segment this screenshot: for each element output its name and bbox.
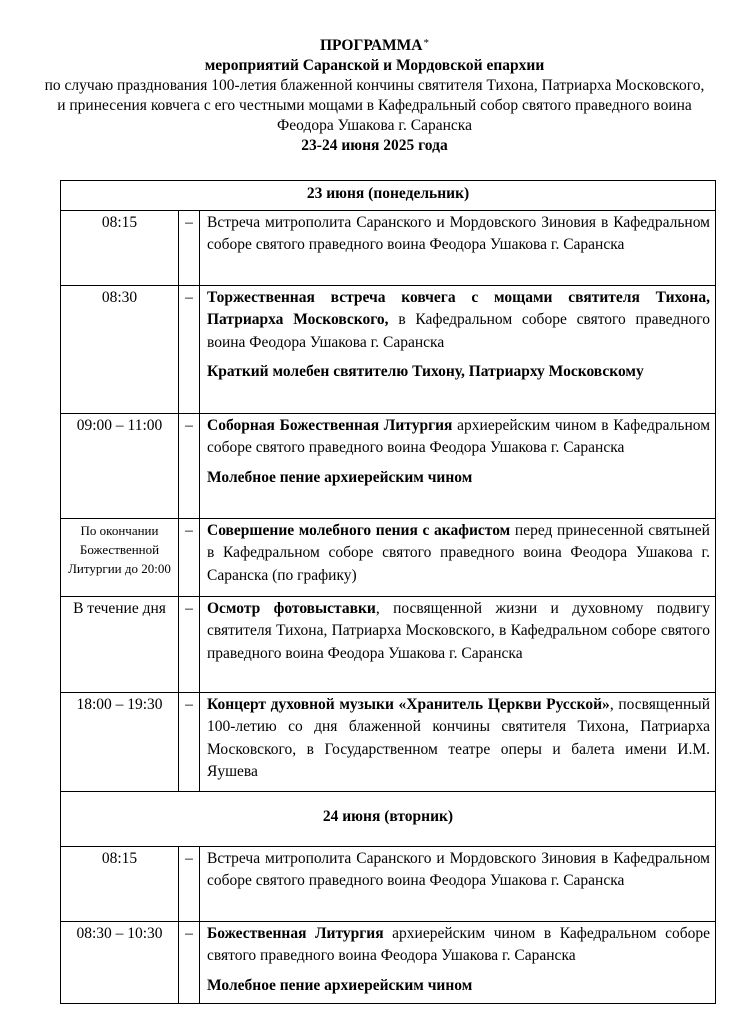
document-header — [0, 33, 749, 156]
event-description: Торжественная встреча ковчега с мощами святителя Тихона, Патриарха Московского, в Кафедральном соборе святого праведного воина Феодора Ушакова г. Саранска Краткий молебен святителю Тихону, Патриарху Московскому — [200, 285, 716, 413]
event-description: Совершение молебного пения с акафистом перед принесенной святыней в Кафедральном соборе святого праведного воина Феодора Ушакова г. Саранска (по графику) — [200, 518, 716, 596]
dash-separator: – — [179, 692, 200, 791]
event-dates: 23-24 июня 2025 года — [301, 137, 448, 154]
dash-separator: – — [179, 413, 200, 518]
table-row — [61, 413, 716, 518]
dash-separator: – — [179, 921, 200, 1003]
dash-separator: – — [179, 518, 200, 596]
event-time: 08:15 — [61, 846, 179, 921]
program-table — [60, 180, 716, 1004]
event-time: 18:00 – 19:30 — [61, 692, 179, 791]
event-time: 08:30 — [61, 285, 179, 413]
table-row — [61, 692, 716, 791]
day-heading: 23 июня (понедельник) — [61, 181, 716, 211]
event-time: 08:15 — [61, 210, 179, 285]
document-subtitle: мероприятий Саранской и Мордовской епархии — [204, 57, 545, 74]
dash-separator: – — [179, 210, 200, 285]
day-heading-row — [61, 181, 716, 211]
event-description: Осмотр фотовыставки, посвященной жизни и духовному подвигу святителя Тихона, Патриарха Московского, в Кафедральном соборе святого праведного воина Феодора Ушакова г. Саранска — [200, 596, 716, 692]
dash-separator: – — [179, 596, 200, 692]
day-heading: 24 июня (вторник) — [61, 791, 716, 846]
document-title: ПРОГРАММА* — [320, 37, 429, 54]
event-description: Концерт духовной музыки «Хранитель Церкви Русской», посвященный 100-летию со дня блаженной кончины святителя Тихона, Патриарха Московского, в Государственном театре оперы и балета имени И.М. Яушева — [200, 692, 716, 791]
event-description: Божественная Литургия архиерейским чином в Кафедральном соборе святого праведного воина Феодора Ушакова г. Саранска Молебное пение архиерейским чином — [200, 921, 716, 1003]
dash-separator: – — [179, 285, 200, 413]
table-row — [61, 518, 716, 596]
day-heading-row — [61, 791, 716, 846]
table-row — [61, 285, 716, 413]
event-description: Встреча митрополита Саранского и Мордовского Зиновия в Кафедральном соборе святого праведного воина Феодора Ушакова г. Саранска — [200, 210, 716, 285]
dash-separator: – — [179, 846, 200, 921]
table-row — [61, 210, 716, 285]
event-description: Встреча митрополита Саранского и Мордовского Зиновия в Кафедральном соборе святого праведного воина Феодора Ушакова г. Саранска — [200, 846, 716, 921]
event-time: По окончании Божественной Литургии до 20:00 — [61, 518, 179, 596]
table-row — [61, 596, 716, 692]
event-description: Соборная Божественная Литургия архиерейским чином в Кафедральном соборе святого праведного воина Феодора Ушакова г. Саранска Молебное пение архиерейским чином — [200, 413, 716, 518]
event-time: В течение дня — [61, 596, 179, 692]
table-row — [61, 846, 716, 921]
table-row — [61, 921, 716, 1003]
event-time: 09:00 – 11:00 — [61, 413, 179, 518]
event-time: 08:30 – 10:30 — [61, 921, 179, 1003]
occasion-text: по случаю празднования 100-летия блаженной кончины святителя Тихона, Патриарха Московского, и принесения ковчега с его честными мощами в Кафедральный собор святого праведного воина Феодора Ушакова г. Саранска — [44, 77, 705, 134]
